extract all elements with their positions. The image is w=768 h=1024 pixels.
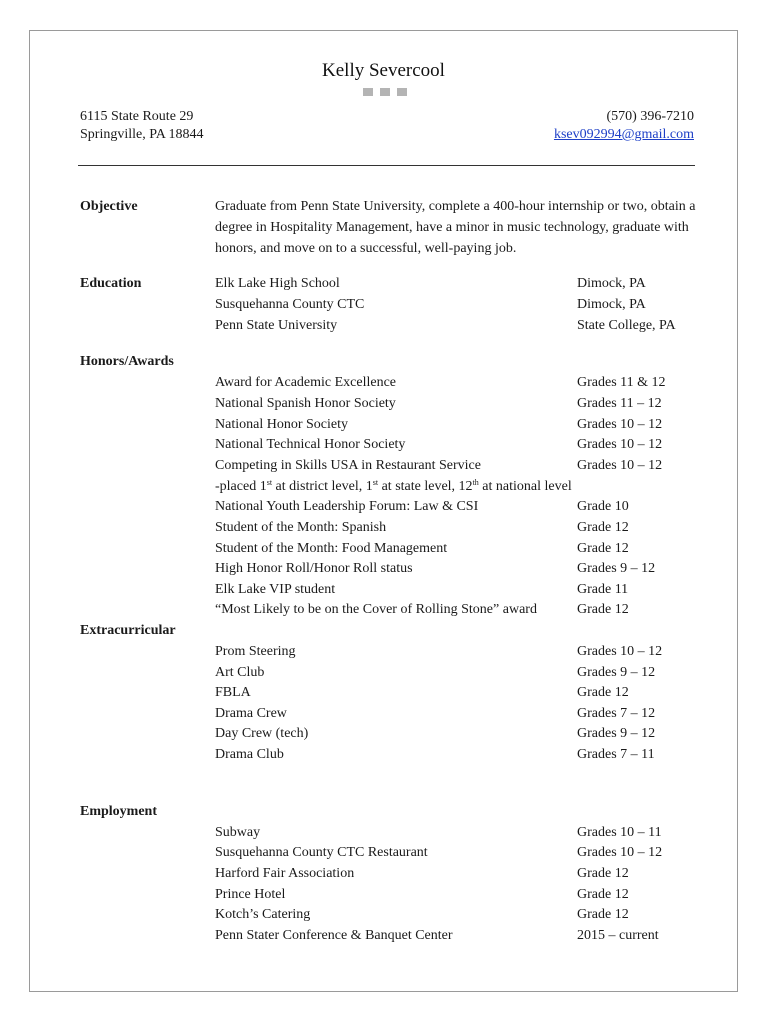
job-when: Grade 12 [577,887,629,902]
honor-item: Student of the Month: Food Management [215,541,448,556]
job-item: Kotch’s Catering [215,907,311,922]
job-item: Penn Stater Conference & Banquet Center [215,928,453,943]
job-when: Grade 12 [577,866,629,881]
education-item: Penn State University [215,318,338,333]
objective-text: Graduate from Penn State University, complete a 400-hour internship or two, obtain a degree in Hospitality Management, have a minor in music technology, graduate with honors, and move on to a successful, well-paying job. [215,199,696,256]
honor-when: Grades 11 & 12 [577,375,666,390]
education-item: Elk Lake High School [215,276,340,291]
honor-when: Grades 10 – 12 [577,417,663,432]
employment-label: Employment [80,804,157,819]
education-label: Education [80,276,142,291]
activity-item: Art Club [215,665,265,680]
honor-item: High Honor Roll/Honor Roll status [215,561,413,576]
activity-when: Grades 9 – 12 [577,665,656,680]
activity-item: Drama Crew [215,706,287,721]
contact-block [554,108,694,144]
placement-note: -placed 1st at district level, 1st at state level, 12th at national level [215,478,572,494]
job-when: Grades 10 – 12 [577,845,663,860]
activity-item: Drama Club [215,747,284,762]
activity-when: Grades 7 – 12 [577,706,656,721]
honor-when: Grade 12 [577,541,629,556]
education-place: State College, PA [577,318,676,333]
applicant-name: Kelly Severcool [322,60,445,81]
address-line-1: 6115 State Route 29 [80,109,194,124]
job-when: Grade 12 [577,907,629,922]
honor-when: Grade 12 [577,520,629,535]
phone-number: (570) 396-7210 [606,109,694,124]
honor-when: Grades 11 – 12 [577,396,662,411]
honors-label: Honors/Awards [80,354,174,369]
honor-item: Student of the Month: Spanish [215,520,387,535]
activity-when: Grades 9 – 12 [577,726,656,741]
header-divider [78,165,695,166]
job-when: 2015 – current [577,928,659,943]
resume-page [29,30,738,992]
honor-when: Grades 10 – 12 [577,437,663,452]
honor-item: Award for Academic Excellence [215,375,397,390]
job-item: Subway [215,825,261,840]
honor-item: National Honor Society [215,417,348,432]
honor-item: Competing in Skills USA in Restaurant Service [215,458,481,473]
activity-item: FBLA [215,685,251,700]
decorative-dots [363,88,407,96]
activity-item: Prom Steering [215,644,296,659]
email-link[interactable]: ksev092994@gmail.com [553,127,694,142]
honor-when: Grade 10 [577,499,629,514]
address-line-2: Springville, PA 18844 [80,127,204,142]
objective-label: Objective [80,199,138,214]
address-block [80,108,204,144]
education-item: Susquehanna County CTC [215,297,365,312]
honor-item: “Most Likely to be on the Cover of Rolling Stone” award [215,602,537,617]
honor-item: National Youth Leadership Forum: Law & CSI [215,499,479,514]
education-place: Dimock, PA [577,297,646,312]
extracurricular-label: Extracurricular [80,623,176,638]
job-item: Prince Hotel [215,887,286,902]
honor-item: Elk Lake VIP student [215,582,336,597]
honor-when: Grade 12 [577,602,629,617]
honor-item: National Technical Honor Society [215,437,406,452]
job-item: Susquehanna County CTC Restaurant [215,845,428,860]
activity-when: Grade 12 [577,685,629,700]
honor-when: Grade 11 [577,582,629,597]
honor-item: National Spanish Honor Society [215,396,396,411]
job-item: Harford Fair Association [215,866,355,881]
job-when: Grades 10 – 11 [577,825,662,840]
honor-when: Grades 10 – 12 [577,458,663,473]
education-place: Dimock, PA [577,276,646,291]
honor-when: Grades 9 – 12 [577,561,656,576]
activity-when: Grades 7 – 11 [577,747,655,762]
activity-when: Grades 10 – 12 [577,644,663,659]
activity-item: Day Crew (tech) [215,726,309,741]
